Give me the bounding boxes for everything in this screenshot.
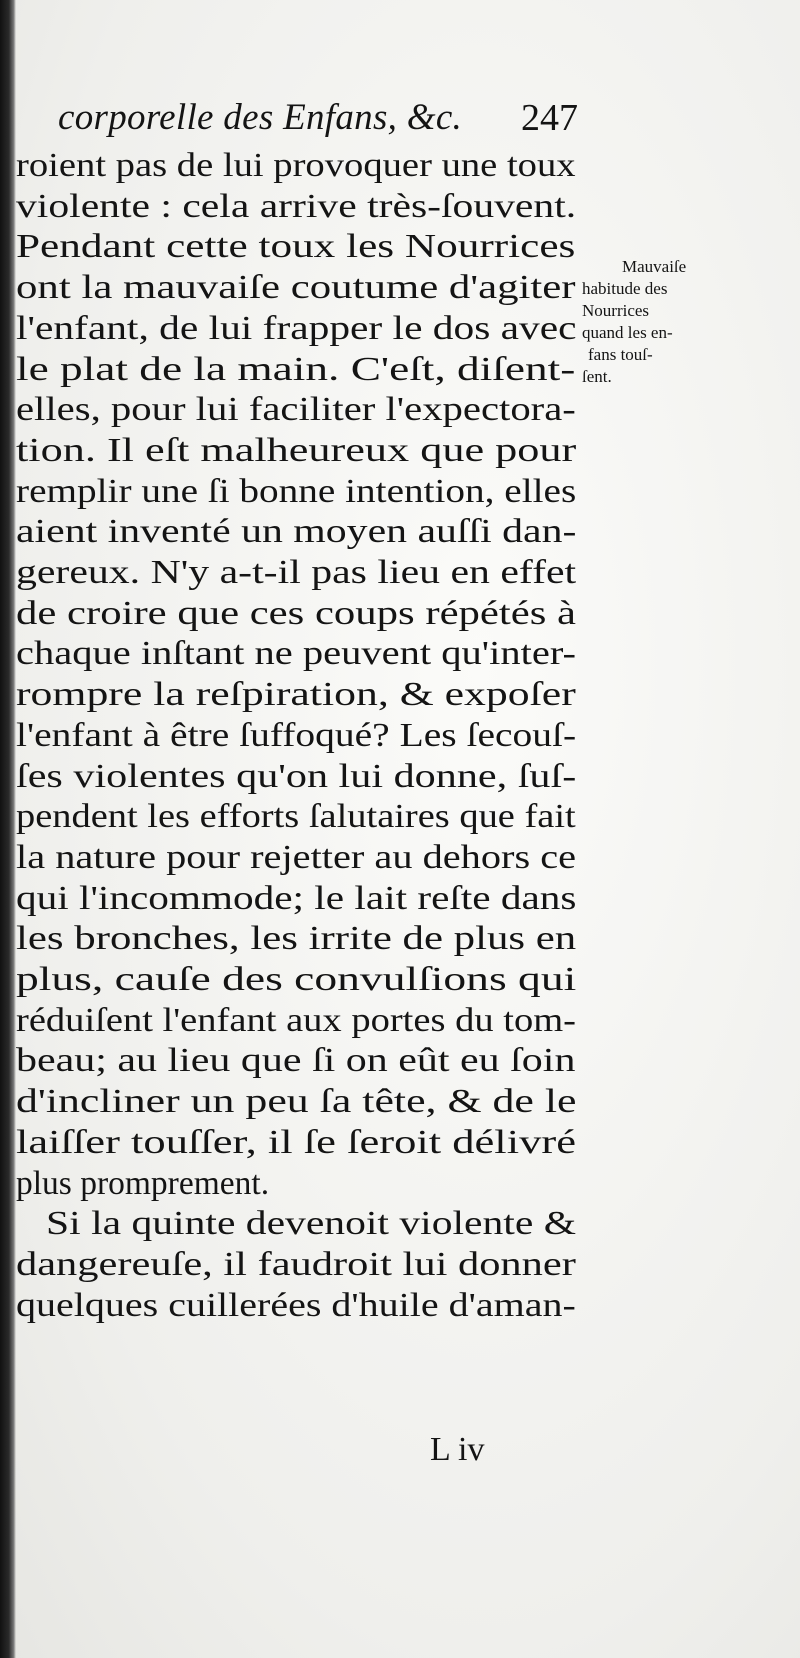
text-line: chaque inſtant ne peuvent qu'inter-	[16, 635, 577, 673]
text-line: dangereuſe, il faudroit lui donner	[16, 1245, 576, 1283]
text-line: beau; au lieu que ſi on eût eu ſoin	[16, 1042, 576, 1080]
text-line: d'incliner un peu ſa tête, & de le	[16, 1083, 577, 1121]
text-line: gereux. N'y a-t-il pas lieu en effet	[16, 554, 577, 591]
margin-note-line: Nourrices	[582, 301, 650, 320]
text-line: l'enfant à être ſuffoqué? Les ſecouſ-	[16, 716, 577, 754]
text-line: rompre la reſpiration, & expoſer	[16, 676, 576, 714]
text-line: ont la mauvaiſe coutume d'agiter	[16, 269, 576, 307]
text-line: les bronches, les irrite de plus en	[16, 920, 577, 958]
text-line: plus promprement.	[16, 1164, 270, 1202]
text-line: quelques cuillerées d'huile d'aman-	[16, 1286, 576, 1324]
page-header	[58, 96, 578, 146]
text-line: l'enfant, de lui frapper le dos avec	[16, 309, 577, 347]
margin-note-line: Mauvaiſe	[622, 257, 687, 276]
text-line: violente : cela arrive très-ſouvent.	[16, 187, 577, 225]
text-line: plus, cauſe des convulſions qui	[16, 961, 577, 998]
text-line: la nature pour rejetter au dehors ce	[16, 838, 577, 876]
text-line: roient pas de lui provoquer une toux	[16, 147, 576, 184]
margin-note	[582, 256, 752, 388]
binding-shadow	[0, 0, 16, 1658]
text-line: laiſſer touſſer, il ſe ſeroit délivré	[16, 1123, 576, 1161]
margin-note-line: quand les en-	[582, 323, 673, 342]
text-line: pendent les efforts ſalutaires que fait	[16, 798, 576, 836]
text-line: réduiſent l'enfant aux portes du tom-	[16, 1001, 576, 1039]
margin-note-line: ſent.	[582, 367, 612, 386]
text-line: elles, pour lui faciliter l'expectora-	[16, 391, 576, 429]
text-line: aient inventé un moyen auſſi dan-	[16, 513, 577, 551]
margin-note-line: fans touſ-	[588, 345, 653, 364]
running-title: corporelle des Enfans, &c.	[58, 97, 463, 138]
text-line: de croire que ces coups répétés à	[16, 594, 577, 632]
text-line: le plat de la main. C'eſt, diſent-	[16, 350, 576, 388]
page-number: 247	[521, 97, 578, 139]
margin-note-line: habitude des	[582, 279, 668, 298]
text-line: ſes violentes qu'on lui donne, ſuſ-	[16, 757, 577, 795]
text-line: Si la quinte devenoit violente &	[46, 1205, 577, 1243]
signature-mark: L iv	[430, 1431, 485, 1468]
text-line: Pendant cette toux les Nourrices	[16, 228, 576, 266]
text-line: remplir une ſi bonne intention, elles	[16, 472, 577, 510]
text-line: qui l'incommode; le lait reſte dans	[16, 879, 577, 917]
text-line: tion. Il eſt malheureux que pour	[16, 431, 577, 469]
